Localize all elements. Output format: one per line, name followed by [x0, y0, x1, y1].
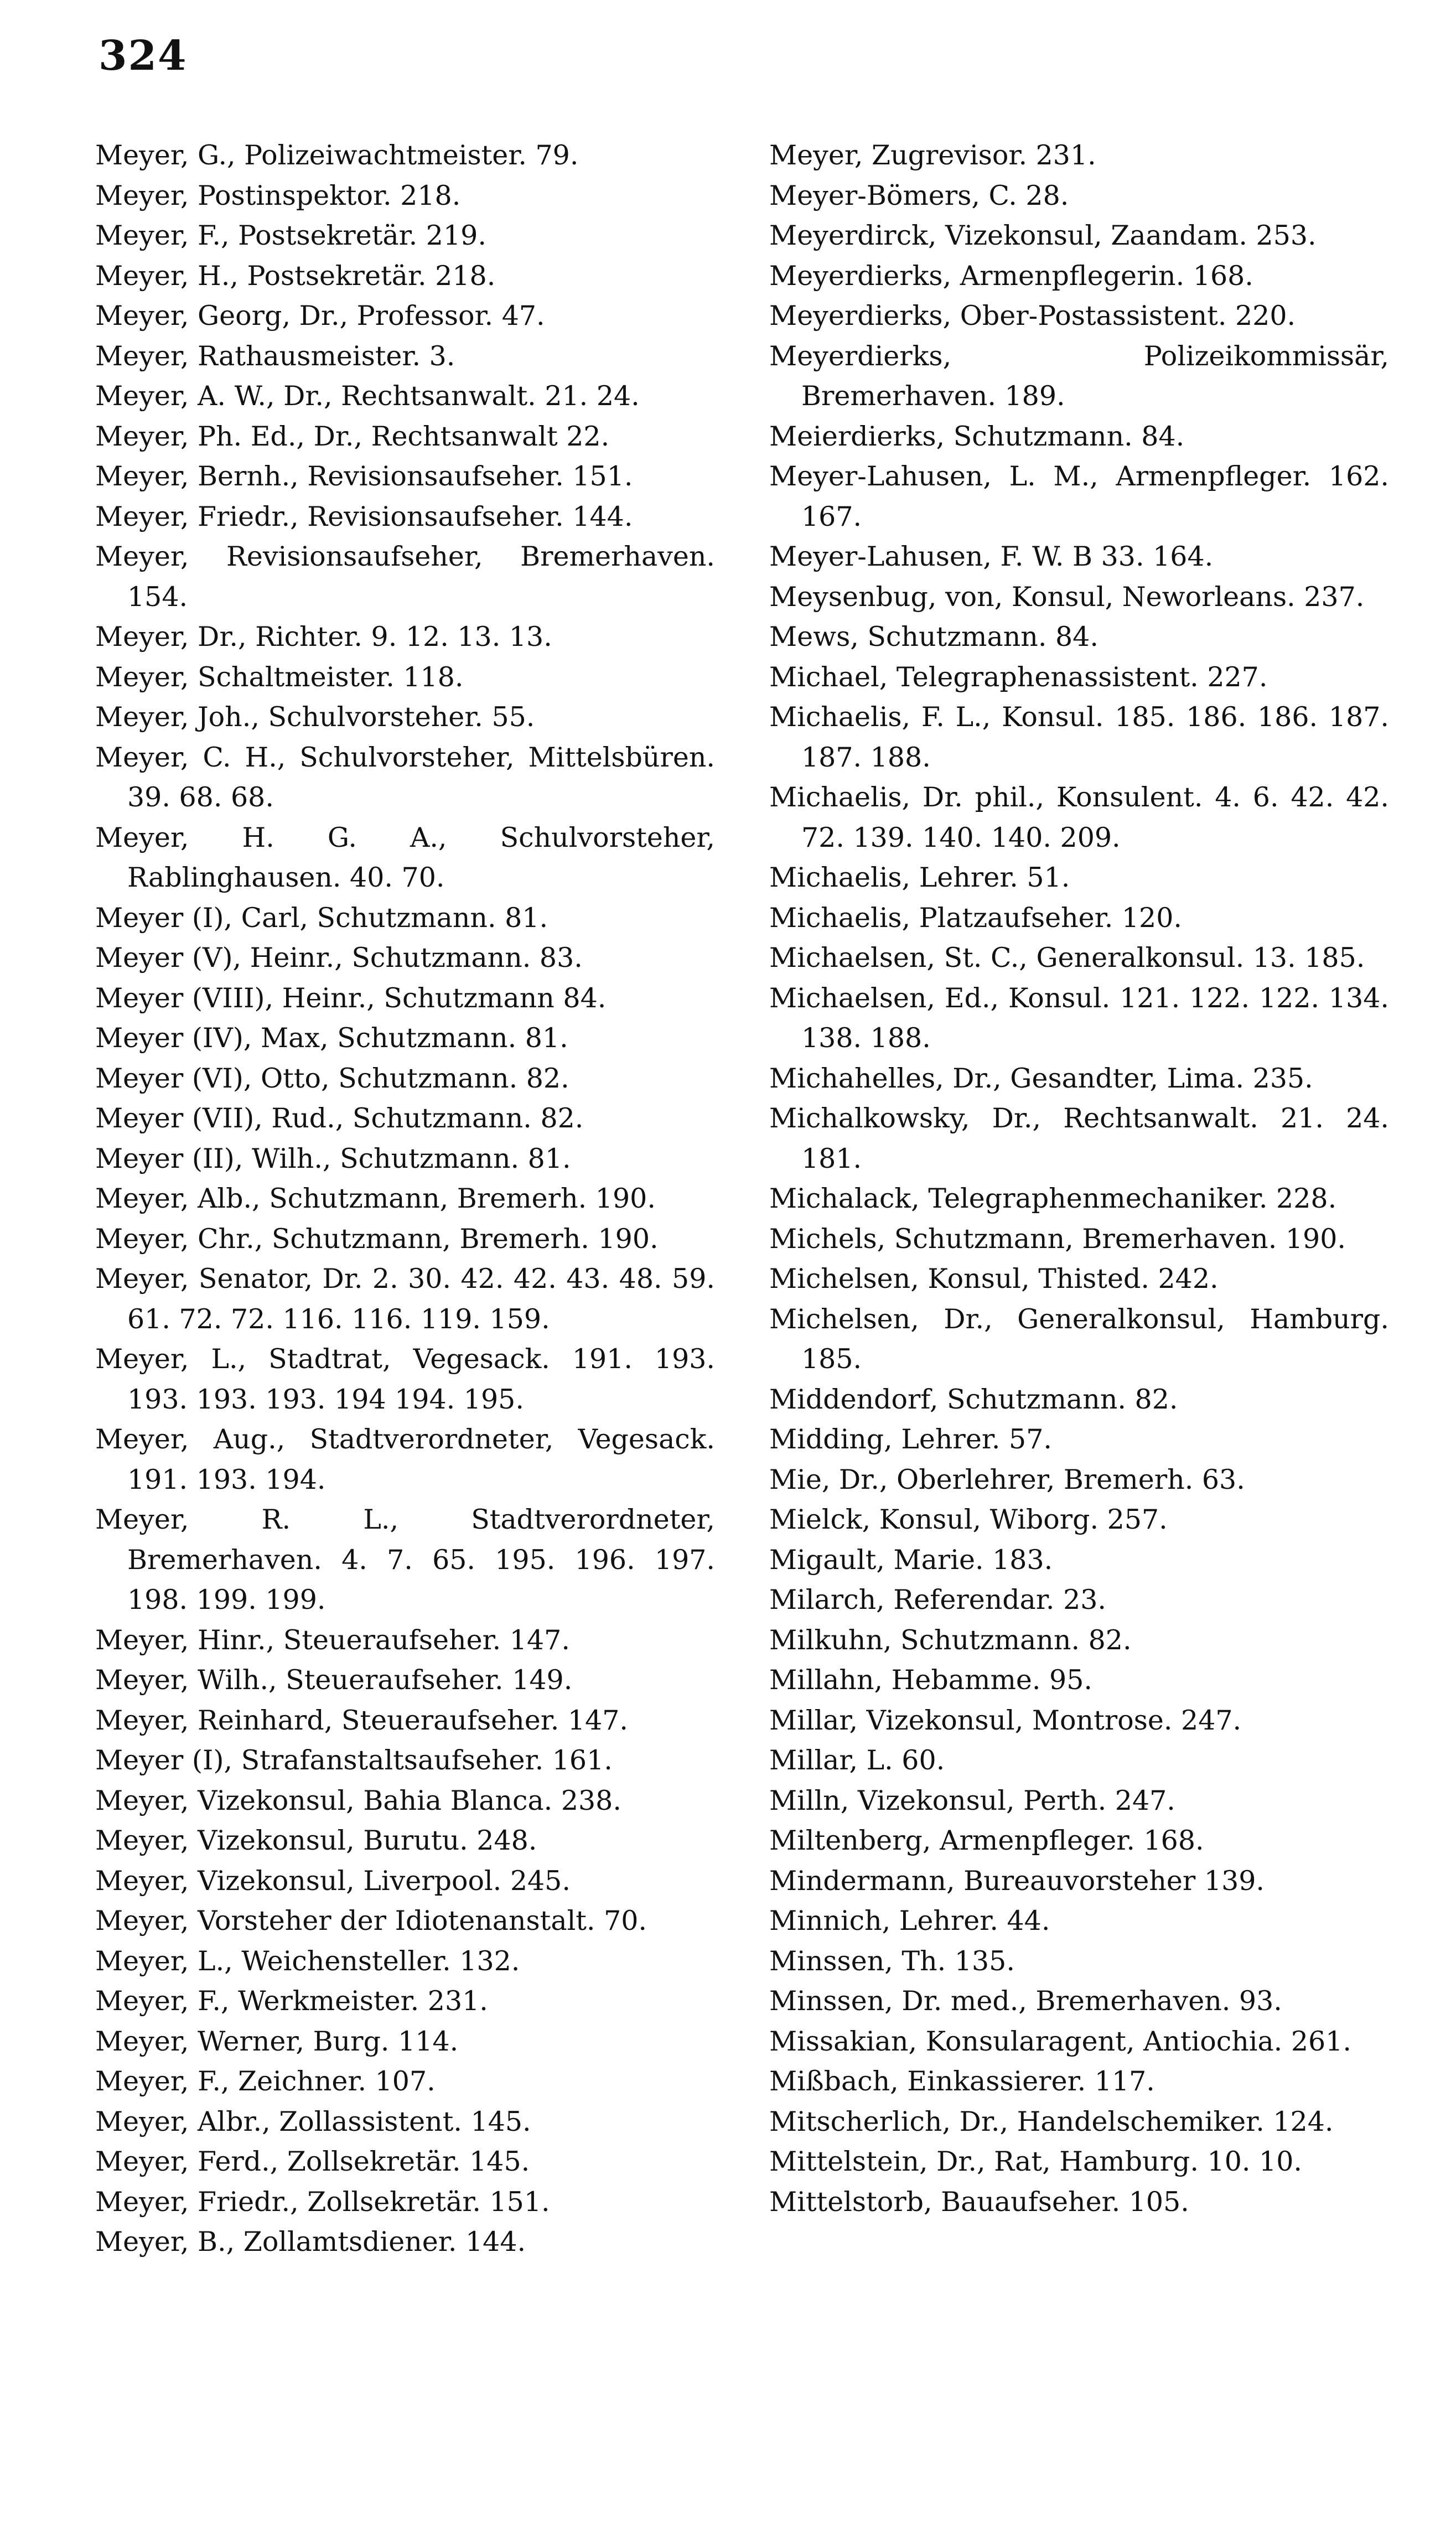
directory-entry: Minssen, Th. 135.: [769, 1945, 1015, 1977]
directory-entry: Meyer-Lahusen, L. M., Armenpfleger. 162. 167.: [769, 460, 1389, 532]
directory-entry: Michaelsen, Ed., Konsul. 121. 122. 122. 134. 138. 188.: [769, 982, 1389, 1054]
directory-entry: Meyer, Postinspektor. 218.: [95, 179, 461, 211]
directory-entry: Meyer, Vizekonsul, Liverpool. 245.: [95, 1865, 571, 1897]
directory-entry: Michaelis, Lehrer. 51.: [769, 862, 1070, 893]
directory-entry: Meyer, F., Werkmeister. 231.: [95, 1985, 488, 2017]
directory-entry: Meyer (V), Heinr., Schutzmann. 83.: [95, 942, 583, 974]
directory-entry: Mittelstein, Dr., Rat, Hamburg. 10. 10.: [769, 2146, 1302, 2177]
directory-entry: Meyer, F., Zeichner. 107.: [95, 2065, 436, 2097]
directory-entry: Meyer (I), Carl, Schutzmann. 81.: [95, 902, 548, 934]
directory-entry: Meyer, C. H., Schulvorsteher, Mittelsbüren. 39. 68. 68.: [95, 741, 715, 813]
directory-entry: Meyer, Friedr., Revisionsaufseher. 144.: [95, 500, 633, 532]
directory-entry: Migault, Marie. 183.: [769, 1544, 1053, 1576]
directory-entry: Mie, Dr., Oberlehrer, Bremerh. 63.: [769, 1463, 1245, 1495]
right-column: [769, 136, 1389, 2222]
directory-entry: Milkuhn, Schutzmann. 82.: [769, 1624, 1132, 1656]
directory-entry: Millar, L. 60.: [769, 1744, 945, 1776]
directory-entry: Mitscherlich, Dr., Handelschemiker. 124.: [769, 2105, 1334, 2137]
directory-entry: Michaelis, Platzaufseher. 120.: [769, 902, 1182, 934]
directory-entry: Meyer, Revisionsaufseher, Bremerhaven. 154.: [95, 541, 715, 613]
directory-entry: Midding, Lehrer. 57.: [769, 1423, 1052, 1455]
directory-entry: Meyer, Joh., Schulvorsteher. 55.: [95, 701, 535, 733]
directory-entry: Meyer, Aug., Stadtverordneter, Vegesack. 191. 193. 194.: [95, 1423, 715, 1495]
directory-entry: Meyer, Senator, Dr. 2. 30. 42. 42. 43. 48. 59. 61. 72. 72. 116. 116. 119. 159.: [95, 1263, 715, 1335]
directory-entry: Meyer (VI), Otto, Schutzmann. 82.: [95, 1062, 569, 1094]
directory-entry: Meyer, Albr., Zollassistent. 145.: [95, 2105, 531, 2137]
directory-entry: Meyer-Lahusen, F. W. B 33. 164.: [769, 541, 1214, 572]
directory-entry: Meyer-Bömers, C. 28.: [769, 179, 1069, 211]
directory-entry: Mindermann, Bureauvorsteher 139.: [769, 1865, 1265, 1897]
directory-entry: Michael, Telegraphenassistent. 227.: [769, 661, 1268, 693]
directory-entry: Meyer, Ph. Ed., Dr., Rechtsanwalt 22.: [95, 420, 610, 452]
directory-entry: Middendorf, Schutzmann. 82.: [769, 1383, 1178, 1415]
directory-entry: Meyer (VIII), Heinr., Schutzmann 84.: [95, 982, 607, 1014]
directory-entry: Meyer, L., Weichensteller. 132.: [95, 1945, 520, 1977]
directory-entry: Meyer (I), Strafanstaltsaufseher. 161.: [95, 1744, 613, 1776]
directory-entry: Meyer, Wilh., Steueraufseher. 149.: [95, 1664, 573, 1696]
directory-entry: Michahelles, Dr., Gesandter, Lima. 235.: [769, 1062, 1313, 1094]
directory-entry: Michalkowsky, Dr., Rechtsanwalt. 21. 24. 181.: [769, 1102, 1389, 1174]
directory-entry: Meyer, A. W., Dr., Rechtsanwalt. 21. 24.: [95, 380, 640, 412]
directory-entry: Michelsen, Dr., Generalkonsul, Hamburg. 185.: [769, 1303, 1389, 1375]
directory-entry: Meyerdierks, Ober-Postassistent. 220.: [769, 300, 1296, 332]
directory-entry: Meyer, Ferd., Zollsekretär. 145.: [95, 2146, 530, 2177]
directory-entry: Meysenbug, von, Konsul, Neworleans. 237.: [769, 581, 1365, 613]
page-number: 324: [99, 32, 188, 80]
directory-entry: Meyer, Alb., Schutzmann, Bremerh. 190.: [95, 1183, 656, 1214]
directory-entry: Michelsen, Konsul, Thisted. 242.: [769, 1263, 1219, 1295]
directory-entry: Meyer, Bernh., Revisionsaufseher. 151.: [95, 460, 633, 492]
directory-entry: Meyer, Werner, Burg. 114.: [95, 2025, 459, 2057]
directory-entry: Meyerdierks, Polizeikommissär, Bremerhaven. 189.: [769, 340, 1389, 412]
directory-entry: Meyer, L., Stadtrat, Vegesack. 191. 193. 193. 193. 193. 194 194. 195.: [95, 1343, 715, 1415]
directory-entry: Mielck, Konsul, Wiborg. 257.: [769, 1504, 1168, 1535]
directory-entry: Meyer, Reinhard, Steueraufseher. 147.: [95, 1704, 629, 1736]
directory-entry: Minnich, Lehrer. 44.: [769, 1905, 1050, 1937]
directory-entry: Meyer, Vizekonsul, Bahia Blanca. 238.: [95, 1784, 621, 1816]
directory-entry: Milarch, Referendar. 23.: [769, 1584, 1107, 1616]
directory-entry: Meyer, G., Polizeiwachtmeister. 79.: [95, 139, 579, 171]
directory-entry: Meyer, R. L., Stadtverordneter, Bremerhaven. 4. 7. 65. 195. 196. 197. 198. 199. 199.: [95, 1504, 715, 1616]
directory-entry: Millahn, Hebamme. 95.: [769, 1664, 1092, 1696]
directory-entry: Meyerdirck, Vizekonsul, Zaandam. 253.: [769, 220, 1317, 251]
directory-entry: Meyer, Vorsteher der Idiotenanstalt. 70.: [95, 1905, 647, 1937]
directory-entry: Meyer, Rathausmeister. 3.: [95, 340, 455, 372]
directory-entry: Meyer, F., Postsekretär. 219.: [95, 220, 486, 251]
directory-entry: Meyer, Vizekonsul, Burutu. 248.: [95, 1825, 537, 1856]
directory-entry: Meyer, B., Zollamtsdiener. 144.: [95, 2226, 526, 2258]
directory-entry: Meyer, Georg, Dr., Professor. 47.: [95, 300, 545, 332]
directory-entry: Meyer, Friedr., Zollsekretär. 151.: [95, 2186, 550, 2218]
directory-entry: Michels, Schutzmann, Bremerhaven. 190.: [769, 1223, 1346, 1255]
directory-entry: Meyer (II), Wilh., Schutzmann. 81.: [95, 1142, 571, 1174]
directory-entry: Meyer, Dr., Richter. 9. 12. 13. 13.: [95, 621, 552, 653]
directory-entry: Meyer (IV), Max, Schutzmann. 81.: [95, 1022, 568, 1054]
directory-entry: Michaelis, Dr. phil., Konsulent. 4. 6. 42. 42. 72. 139. 140. 140. 209.: [769, 781, 1389, 853]
directory-entry: Mittelstorb, Bauaufseher. 105.: [769, 2186, 1189, 2218]
directory-entry: Missakian, Konsularagent, Antiochia. 261.: [769, 2025, 1351, 2057]
directory-entry: Meyer, Hinr., Steueraufseher. 147.: [95, 1624, 570, 1656]
directory-entry: Meyer, H. G. A., Schulvorsteher, Rablinghausen. 40. 70.: [95, 821, 715, 893]
left-column: [95, 136, 715, 2262]
directory-entry: Meierdierks, Schutzmann. 84.: [769, 420, 1185, 452]
directory-entry: Meyer, Zugrevisor. 231.: [769, 139, 1096, 171]
directory-entry: Meyer, Chr., Schutzmann, Bremerh. 190.: [95, 1223, 659, 1255]
directory-entry: Michaelis, F. L., Konsul. 185. 186. 186. 187. 187. 188.: [769, 701, 1389, 773]
directory-entry: Minssen, Dr. med., Bremerhaven. 93.: [769, 1985, 1282, 2017]
directory-entry: Meyer, H., Postsekretär. 218.: [95, 260, 496, 292]
directory-entry: Miltenberg, Armenpfleger. 168.: [769, 1825, 1204, 1856]
directory-entry: Mews, Schutzmann. 84.: [769, 621, 1099, 653]
directory-entry: Milln, Vizekonsul, Perth. 247.: [769, 1784, 1175, 1816]
directory-entry: Michalack, Telegraphenmechaniker. 228.: [769, 1183, 1337, 1214]
directory-entry: Meyer, Schaltmeister. 118.: [95, 661, 464, 693]
directory-entry: Millar, Vizekonsul, Montrose. 247.: [769, 1704, 1242, 1736]
directory-entry: Mißbach, Einkassierer. 117.: [769, 2065, 1155, 2097]
directory-entry: Michaelsen, St. C., Generalkonsul. 13. 185.: [769, 942, 1365, 974]
directory-entry: Meyer (VII), Rud., Schutzmann. 82.: [95, 1102, 584, 1134]
directory-entry: Meyerdierks, Armenpflegerin. 168.: [769, 260, 1253, 292]
